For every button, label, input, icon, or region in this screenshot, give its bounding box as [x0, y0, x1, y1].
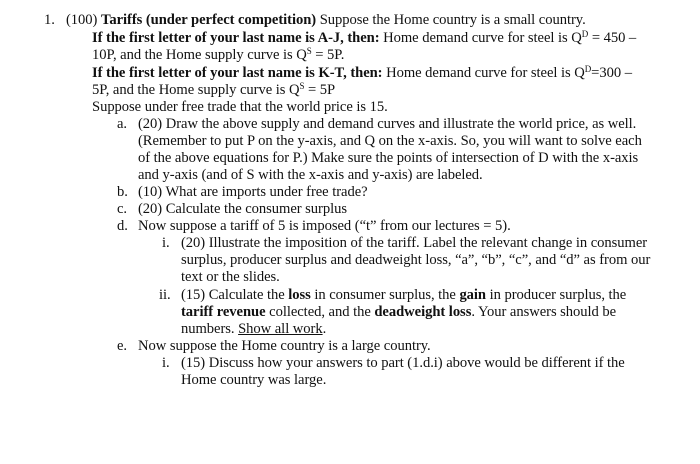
question-1-title: Tariffs (under perfect competition) [100, 12, 317, 28]
superscript-d: D [581, 29, 589, 39]
part-b-text: (10) What are imports under free trade? [138, 184, 368, 200]
demand-k-t-equation: =300 – [591, 65, 632, 81]
supply-a-j-prefix: 10P, and the Home supply curve is Q [92, 47, 307, 63]
part-a-line-1: (20) Draw the above supply and demand curves and illustrate the world price, as well. [138, 116, 637, 132]
part-d-i-label: i. [162, 235, 170, 251]
condition-k-t-line [92, 65, 632, 82]
question-1-intro: Suppose the Home country is a small country. [319, 12, 586, 28]
part-a-line-2: (Remember to put P on the y-axis, and Q on the x-axis. So, you will want to solve each [138, 133, 642, 149]
part-d-text: Now suppose a tariff of 5 is imposed (“t” from our lectures = 5). [138, 218, 511, 234]
part-b-label: b. [117, 184, 128, 200]
superscript-s: S [306, 46, 312, 56]
d-ii-text: collected, and the [265, 304, 375, 320]
d-ii-text: numbers. [181, 321, 239, 337]
d-ii-text: in consumer surplus, the [310, 287, 460, 303]
demand-a-j-equation: = 450 – [591, 30, 637, 46]
supply-k-t-line [92, 82, 335, 99]
part-e-i-label: i. [162, 355, 170, 371]
question-1-points: (100) [66, 12, 98, 28]
condition-k-t: If the first letter of your last name is K-T, then: [92, 65, 383, 81]
supply-k-t-prefix: 5P, and the Home supply curve is Q [92, 82, 300, 98]
d-ii-bold-deadweight-loss: deadweight loss [374, 304, 472, 320]
d-ii-text: (15) Calculate the [181, 287, 289, 303]
d-ii-underlined-show-all-work: Show all work [238, 321, 323, 337]
supply-a-j-line [92, 47, 344, 64]
condition-a-j-line [92, 30, 636, 47]
demand-k-t-prefix: Home demand curve for steel is Q [386, 65, 585, 81]
d-ii-text: . [322, 321, 327, 337]
part-e-text: Now suppose the Home country is a large country. [138, 338, 431, 354]
d-ii-text: . Your answers should be [471, 304, 617, 320]
part-d-i-line-2: surplus, producer surplus and deadweight loss, “a”, “b”, “c”, and “d” as from our [181, 252, 651, 268]
part-a-label: a. [117, 116, 128, 132]
question-1-number: 1. [44, 12, 55, 28]
part-e-label: e. [117, 338, 128, 354]
supply-a-j-equation: = 5P. [315, 47, 345, 63]
part-a-line-4: and y-axis (and of S with the x-axis and y-axis) are labeled. [138, 167, 483, 183]
part-e-i-line-1: (15) Discuss how your answers to part (1.d.i) above would be different if the [181, 355, 625, 371]
part-d-ii-line-3 [181, 321, 326, 338]
condition-a-j: If the first letter of your last name is A-J, then: [92, 30, 380, 46]
part-a-line-3: of the above equations for P.) Make sure the points of intersection of D with the x-axis [138, 150, 639, 166]
part-d-i-line-1: (20) Illustrate the imposition of the tariff. Label the relevant change in consumer [181, 235, 648, 251]
demand-a-j-prefix: Home demand curve for steel is Q [383, 30, 582, 46]
part-d-i-line-3: text or the slides. [181, 269, 280, 285]
superscript-s-kt: S [299, 81, 305, 91]
d-ii-bold-gain: gain [459, 287, 487, 303]
part-c-label: c. [117, 201, 128, 217]
part-e-i-line-2: Home country was large. [181, 372, 327, 388]
part-d-ii-line-2 [181, 304, 616, 321]
part-d-ii-label: ii. [159, 287, 171, 303]
free-trade-statement: Suppose under free trade that the world price is 15. [92, 99, 388, 115]
superscript-d-kt: D [584, 64, 592, 74]
d-ii-bold-tariff-revenue: tariff revenue [181, 304, 266, 320]
supply-k-t-equation: = 5P [308, 82, 336, 98]
part-d-ii-line-1 [181, 287, 626, 304]
d-ii-bold-loss: loss [288, 287, 311, 303]
question-1-header [66, 12, 586, 29]
d-ii-text: in producer surplus, the [486, 287, 627, 303]
part-c-text: (20) Calculate the consumer surplus [138, 201, 347, 217]
part-d-label: d. [117, 218, 128, 234]
